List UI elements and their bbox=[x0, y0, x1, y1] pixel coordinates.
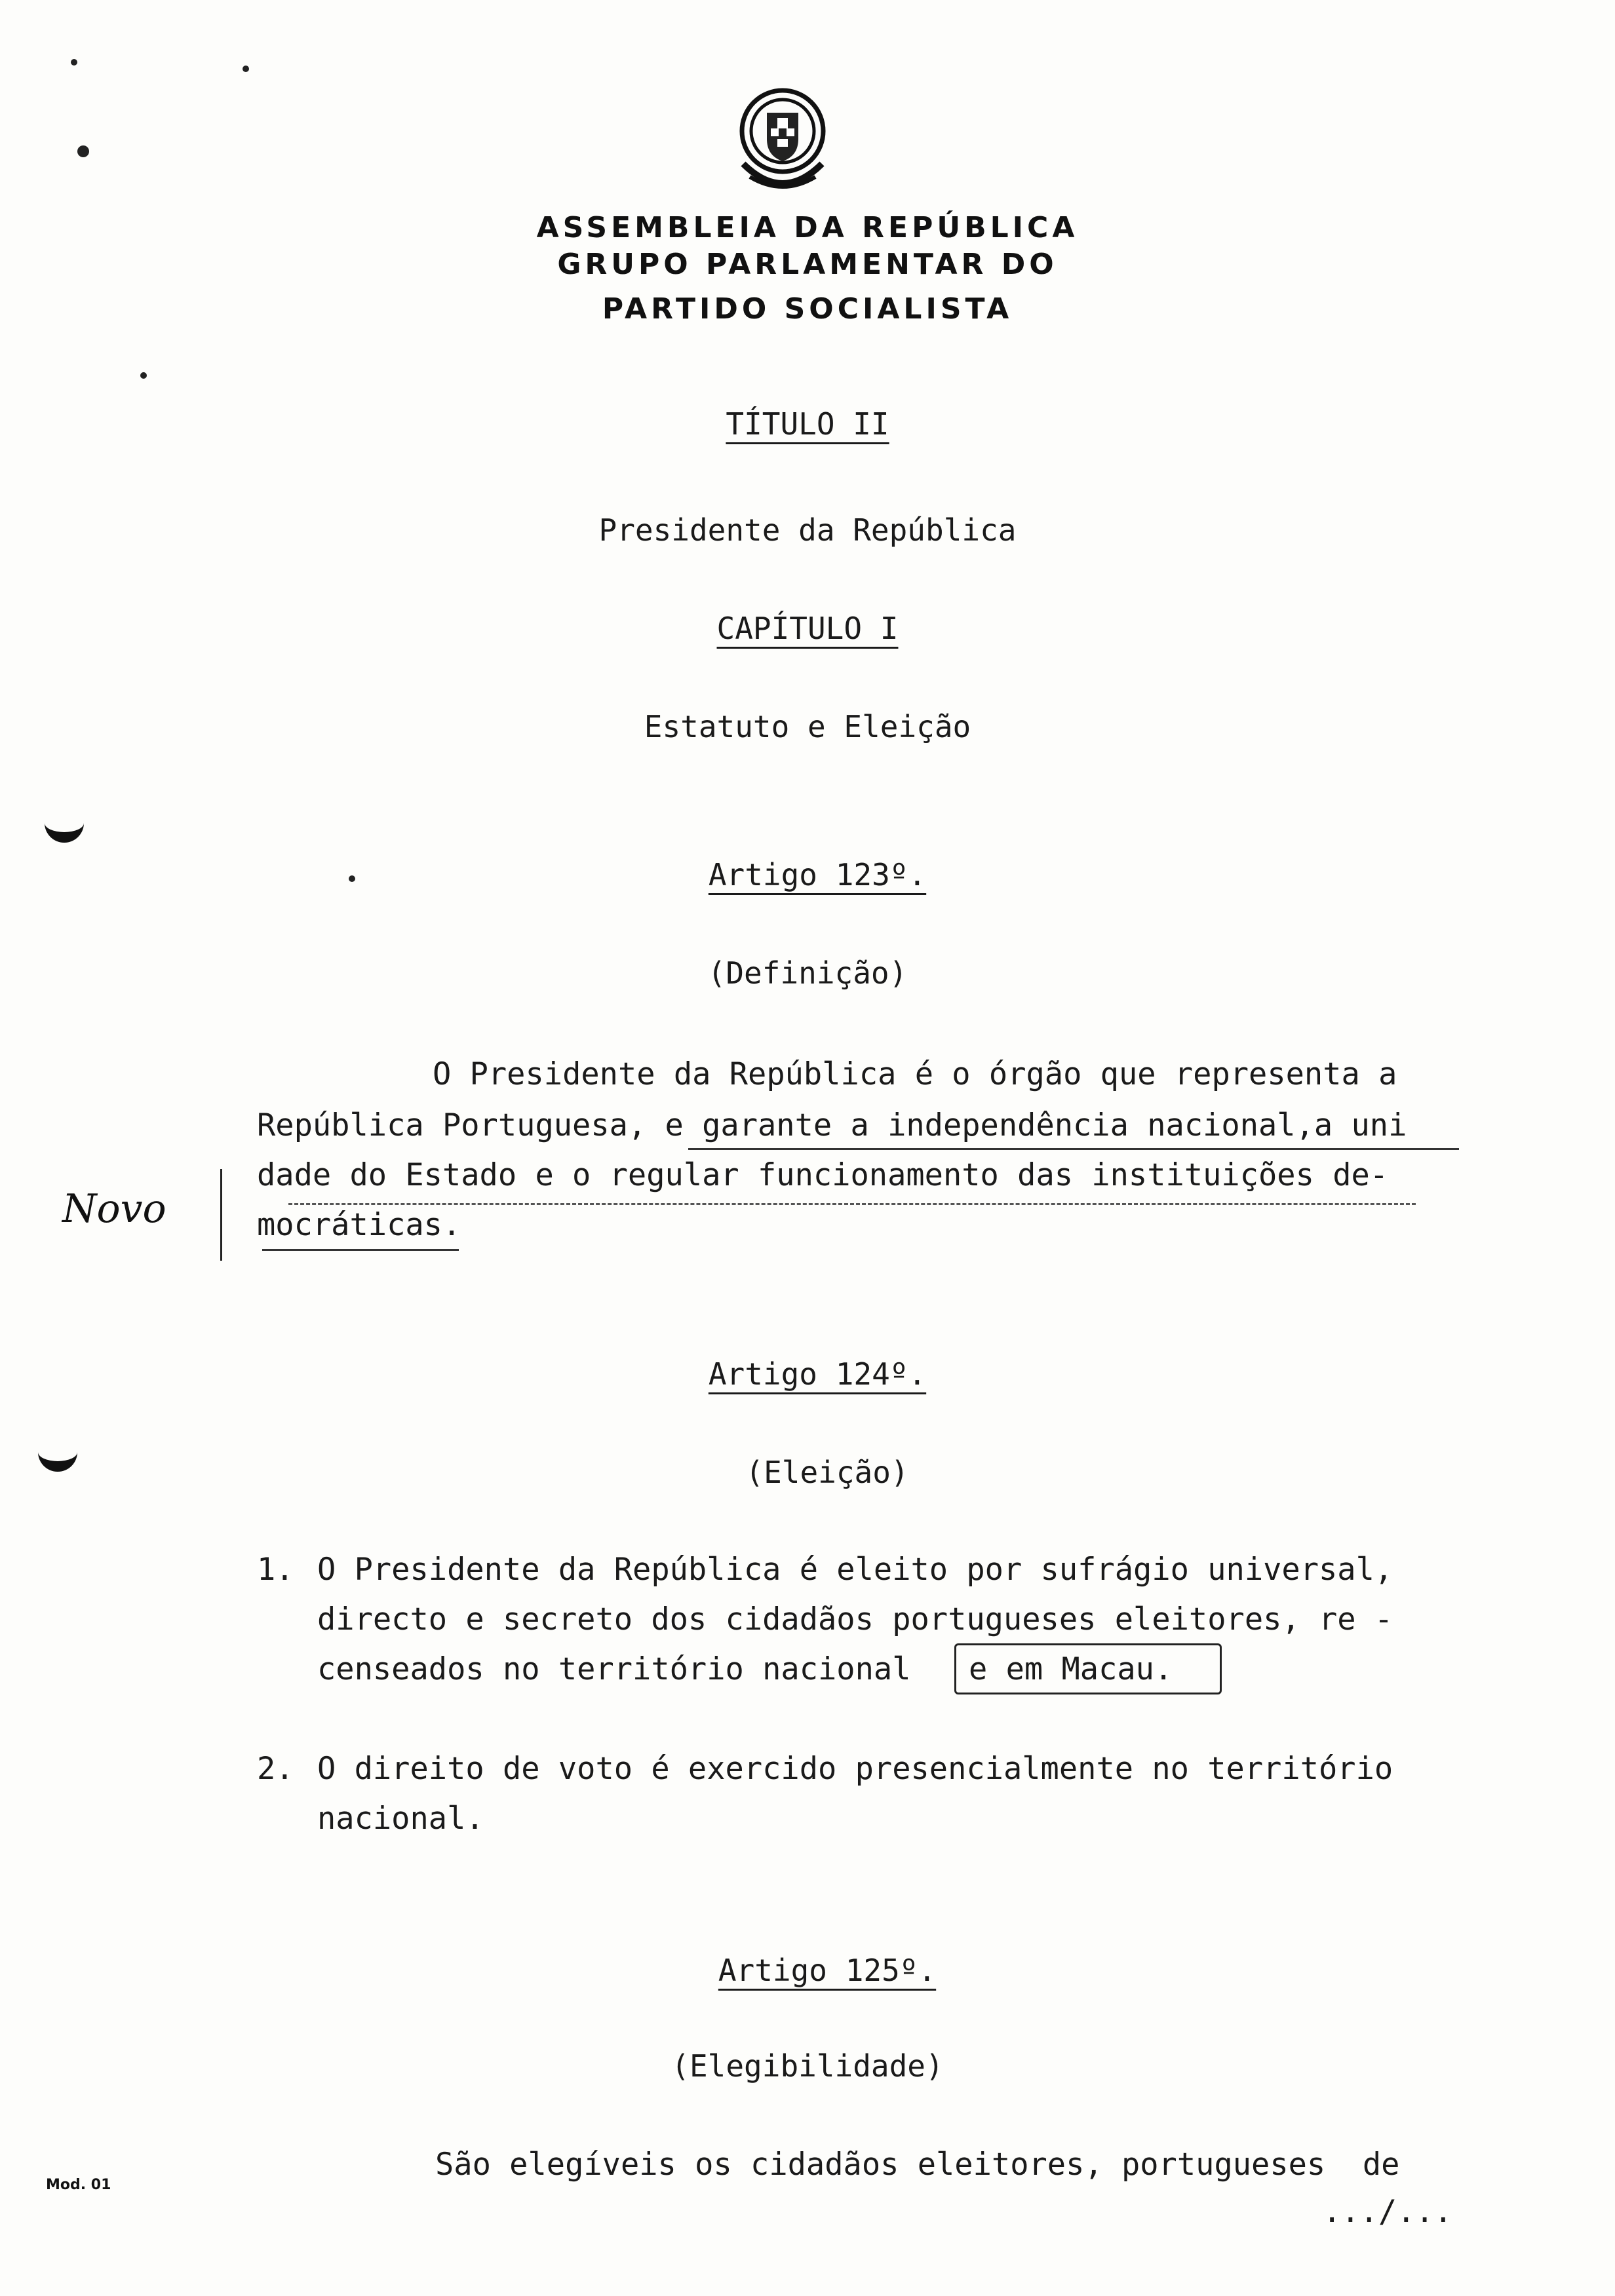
article-124-label: Artigo 124º. bbox=[708, 1356, 927, 1392]
header-line-1: ASSEMBLEIA DA REPÚBLICA bbox=[536, 211, 1079, 244]
binder-mark bbox=[45, 813, 84, 843]
scan-speck bbox=[243, 66, 249, 72]
handwritten-dashed-underline bbox=[288, 1203, 1416, 1205]
handwritten-box bbox=[954, 1643, 1222, 1694]
margin-note: Novo bbox=[62, 1186, 166, 1232]
form-code: Mod. 01 bbox=[46, 2177, 111, 2193]
item-1-number: 1. bbox=[257, 1552, 294, 1588]
title-heading bbox=[0, 406, 1615, 442]
article-125-heading bbox=[0, 1953, 1615, 1988]
item-2-line-2: nacional. bbox=[317, 1801, 484, 1837]
article-123-line-3: dade do Estado e o regular funcionamento das instituições de- bbox=[257, 1157, 1389, 1193]
article-124-heading bbox=[0, 1356, 1615, 1392]
article-123-label: Artigo 123º. bbox=[708, 857, 927, 892]
item-1-line-1: O Presidente da República é eleito por sufrágio universal, bbox=[317, 1552, 1393, 1588]
article-125-subheading: (Elegibilidade) bbox=[671, 2048, 944, 2084]
article-125-label: Artigo 125º. bbox=[718, 1953, 937, 1988]
item-1-line-2: directo e secreto dos cidadãos portugueses eleitores, re - bbox=[317, 1601, 1393, 1637]
title-subtitle: Presidente da República bbox=[598, 512, 1017, 548]
coat-of-arms-icon bbox=[737, 85, 828, 197]
article-123-line-1: O Presidente da República é o órgão que representa a bbox=[433, 1056, 1397, 1092]
boxed-insertion: e em Macau. bbox=[969, 1651, 1173, 1687]
margin-bracket bbox=[220, 1169, 222, 1261]
scan-speck bbox=[71, 59, 77, 66]
article-123-line-4: mocráticas. bbox=[257, 1207, 461, 1243]
article-124-subheading: (Eleição) bbox=[745, 1455, 909, 1490]
scan-speck bbox=[77, 145, 89, 157]
item-1-line-3: censeados no território nacional bbox=[317, 1651, 911, 1687]
article-123-heading bbox=[0, 857, 1615, 892]
header-line-2: GRUPO PARLAMENTAR DO bbox=[557, 248, 1058, 281]
item-2-line-1: O direito de voto é exercido presencialmente no território bbox=[317, 1751, 1393, 1787]
title-label: TÍTULO II bbox=[726, 406, 889, 442]
article-125-line-1: São elegíveis os cidadãos eleitores, portugueses de bbox=[435, 2147, 1400, 2183]
item-2-number: 2. bbox=[257, 1751, 294, 1787]
article-123-line-2: República Portuguesa, e garante a independência nacional,a uni bbox=[257, 1107, 1407, 1143]
chapter-subtitle: Estatuto e Eleição bbox=[644, 709, 971, 744]
chapter-label: CAPÍTULO I bbox=[716, 611, 899, 646]
continuation-mark: .../... bbox=[1323, 2194, 1453, 2230]
header-line-3: PARTIDO SOCIALISTA bbox=[602, 292, 1013, 326]
scan-speck bbox=[140, 372, 147, 379]
article-123-subheading: (Definição) bbox=[707, 955, 908, 991]
scan-speck bbox=[349, 875, 355, 882]
handwritten-underline bbox=[262, 1249, 459, 1251]
handwritten-underline bbox=[688, 1148, 1459, 1150]
chapter-heading bbox=[0, 611, 1615, 646]
